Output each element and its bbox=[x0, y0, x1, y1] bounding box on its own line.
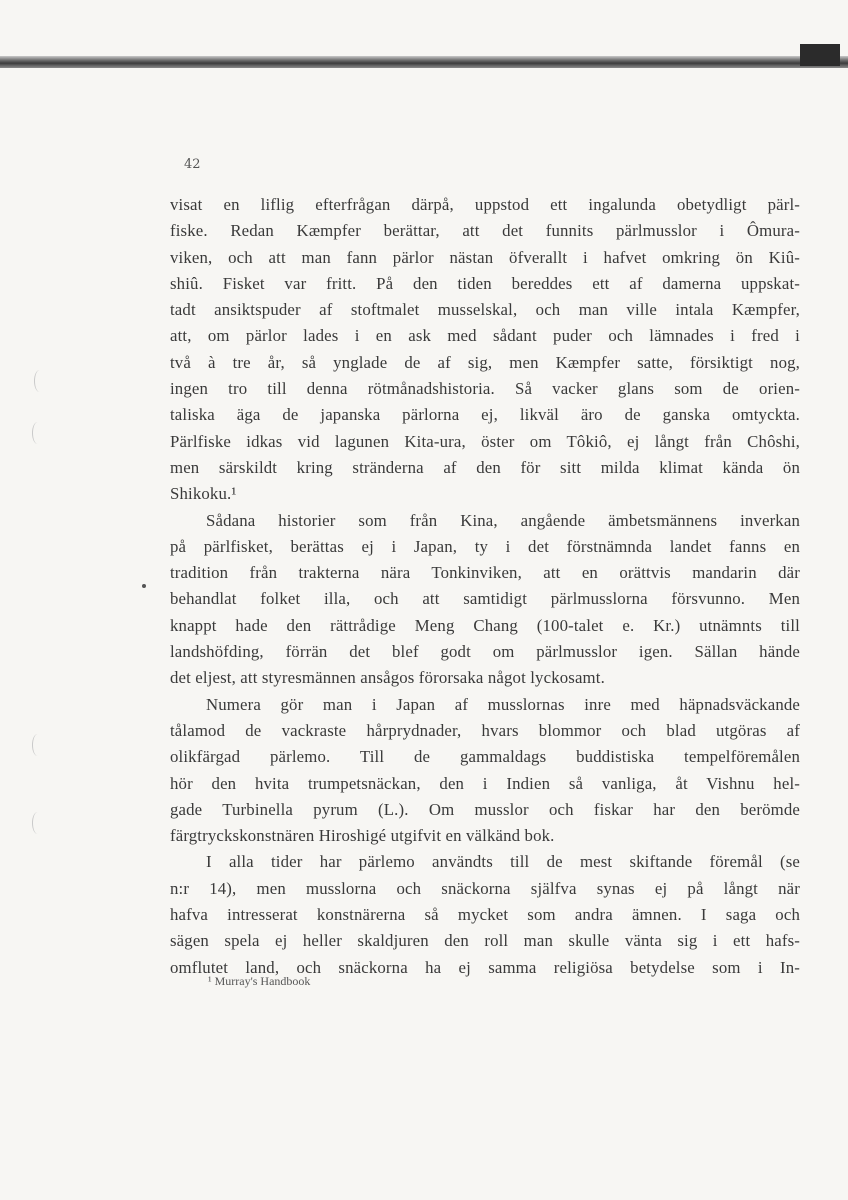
scan-edge-mark bbox=[800, 44, 840, 66]
text-line: taliska äga de japanska pärlorna ej, likväl äro de ganska omtyckta. bbox=[170, 405, 800, 425]
text-line: landshöfding, förrän det blef godt om pärlmusslor igen. Sällan hände bbox=[170, 642, 800, 662]
text-line: hör den hvita trumpetsnäckan, den i Indien så vanliga, åt Vishnu hel- bbox=[170, 773, 800, 793]
text-line: sägen spela ej heller skaldjuren den roll man skulle vänta sig i ett hafs- bbox=[170, 931, 800, 951]
text-line: omflutet land, och snäckorna ha ej samma religiösa betydelse som i In- bbox=[170, 957, 800, 977]
text-line: tradition från trakterna nära Tonkinviken, att en orättvis mandarin där bbox=[170, 563, 800, 583]
text-line: viken, och att man fann pärlor nästan öfverallt i hafvet omkring ön Kiû- bbox=[170, 247, 800, 267]
text-line: Numera gör man i Japan af musslornas inre med häpnadsväckande bbox=[206, 694, 800, 714]
text-line: fiske. Redan Kæmpfer berättar, att det funnits pärlmusslor i Ômura- bbox=[170, 221, 800, 241]
text-line: på pärlfisket, berättas ej i Japan, ty i det förstnämnda landet fanns en bbox=[170, 536, 800, 556]
text-line: olikfärgad pärlemo. Till de gammaldags buddistiska tempelföremålen bbox=[170, 747, 800, 767]
binding-hole-mark bbox=[32, 422, 43, 444]
text-line: I alla tider har pärlemo användts till de mest skiftande föremål (se bbox=[206, 852, 800, 872]
scan-edge-bar bbox=[0, 56, 848, 68]
body-text bbox=[170, 192, 800, 981]
text-line: visat en liflig efterfrågan därpå, uppstod ett ingalunda obetydligt pärl- bbox=[170, 195, 800, 214]
text-line: shiû. Fisket var fritt. På den tiden bereddes ett af damerna uppskat- bbox=[170, 273, 800, 293]
text-line: tålamod de vackraste hårprydnader, hvars blommor och blad utgöras af bbox=[170, 720, 800, 740]
text-line: färgtryckskonstnären Hiroshigé utgifvit en välkänd bok. bbox=[170, 826, 555, 846]
binding-hole-mark bbox=[32, 734, 43, 756]
text-line: gade Turbinella pyrum (L.). Om musslor och fiskar har den berömde bbox=[170, 799, 800, 819]
text-line: men särskildt kring stränderna af den för sitt milda klimat kända ön bbox=[170, 457, 800, 477]
margin-dot bbox=[142, 584, 146, 588]
binding-hole-mark bbox=[32, 812, 43, 834]
text-line: två à tre år, så ynglade de af sig, men Kæmpfer satte, försiktigt nog, bbox=[170, 352, 800, 372]
text-line: ingen tro till denna rötmånadshistoria. Så vacker glans som de orien- bbox=[170, 379, 800, 399]
text-line: tadt ansiktspuder af stoftmalet musselskal, och man ville intala Kæmpfer, bbox=[170, 300, 800, 320]
text-line: det eljest, att styresmännen ansågos förorsaka något lyckosamt. bbox=[170, 668, 605, 688]
text-line: Sådana historier som från Kina, angående ämbetsmännens inverkan bbox=[206, 510, 800, 530]
text-line: Pärlfiske idkas vid lagunen Kita-ura, öster om Tôkiô, ej långt från Chôshi, bbox=[170, 431, 800, 451]
footnote: ¹ Murray's Handbook bbox=[208, 974, 311, 988]
text-line: att, om pärlor lades i en ask med sådant puder och lämnades i fred i bbox=[170, 326, 800, 346]
text-line: knappt hade den rättrådige Meng Chang (100-talet e. Kr.) utnämnts till bbox=[170, 615, 800, 635]
text-line: behandlat folket illa, och att samtidigt pärlmusslorna försvunno. Men bbox=[170, 589, 800, 609]
page-number: 42 bbox=[184, 157, 201, 172]
binding-hole-mark bbox=[34, 370, 45, 392]
text-line: n:r 14), men musslorna och snäckorna själfva synas ej på långt när bbox=[170, 878, 800, 898]
text-line: hafva intresserat konstnärerna så mycket som andra ämnen. I saga och bbox=[170, 905, 800, 925]
text-line: Shikoku.¹ bbox=[170, 484, 237, 504]
